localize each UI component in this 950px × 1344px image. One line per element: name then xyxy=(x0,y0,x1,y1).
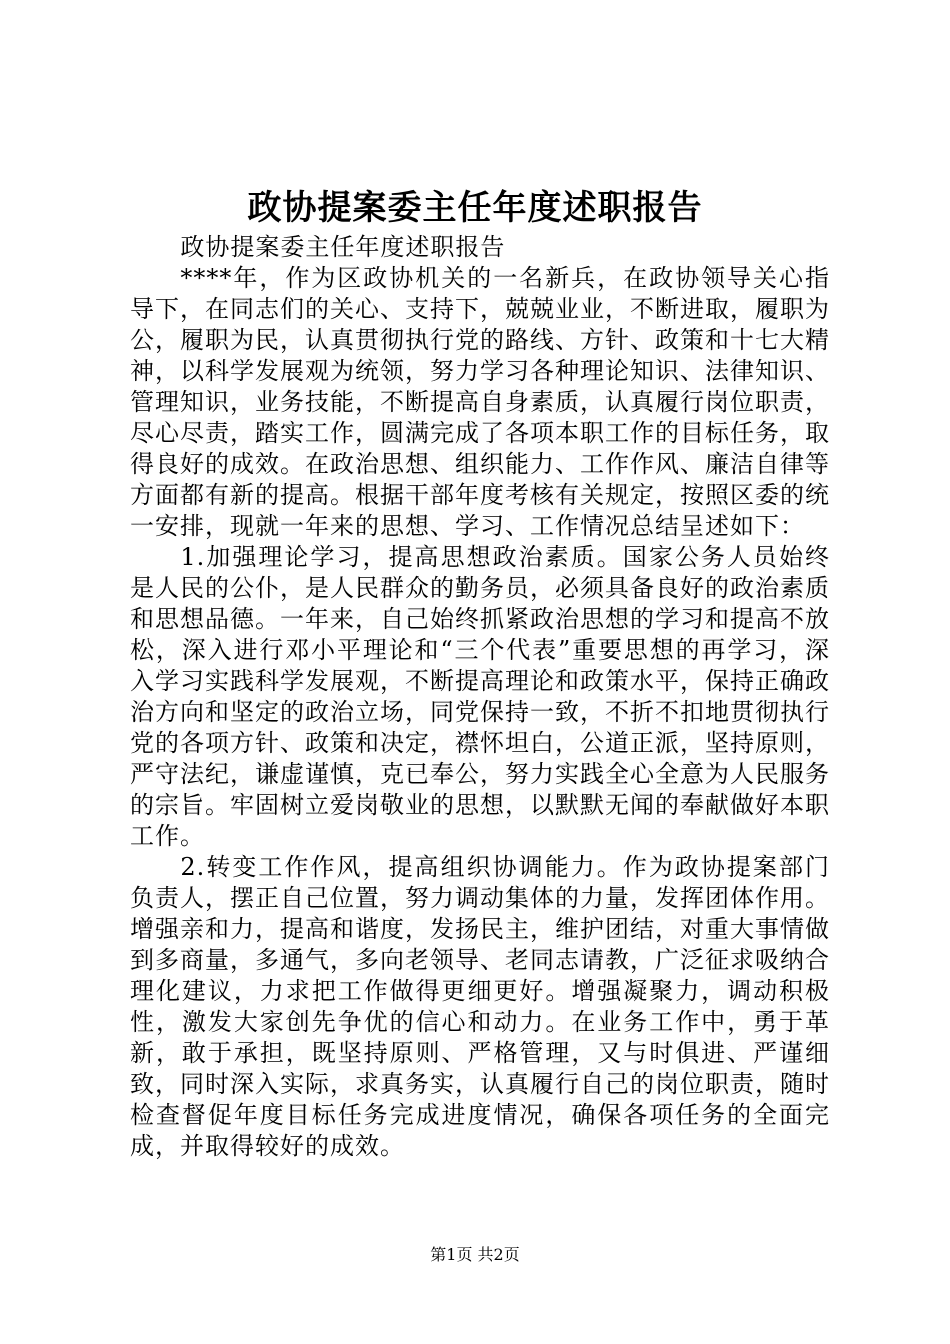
paragraph-intro: ****年，作为区政协机关的一名新兵，在政协领导关心指导下，在同志们的关心、支持下，兢兢业业，不断进取，履职为公，履职为民，认真贯彻执行党的路线、方针、政策和十七大精神，以科学发展观为统领，努力学习各种理论知识、法律知识、管理知识，业务技能，不断提高自身素质，认真履行岗位职责，尽心尽责，踏实工作，圆满完成了各项本职工作的目标任务，取得良好的成效。在政治思想、组织能力、工作作风、廉洁自律等方面都有新的提高。根据干部年度考核有关规定，按照区委的统一安排，现就一年来的思想、学习、工作情况总结呈述如下： xyxy=(130,264,830,540)
page-number-footer: 第1页 共2页 xyxy=(430,1245,520,1264)
paragraph-section-1: 1.加强理论学习，提高思想政治素质。国家公务人员始终是人民的公仆，是人民群众的勤务员，必须具备良好的政治素质和思想品德。一年来，自己始终抓紧政治思想的学习和提高不放松，深入进行邓小平理论和“三个代表”重要思想的再学习，深入学习实践科学发展观，不断提高理论和政策水平，保持正确政治方向和坚定的政治立场，同党保持一致，不折不扣地贯彻执行党的各项方针、政策和决定，襟怀坦白，公道正派，坚持原则，严守法纪，谦虚谨慎，克已奉公，努力实践全心全意为人民服务的宗旨。牢固树立爱岗敬业的思想，以默默无闻的奉献做好本职工作。 xyxy=(130,543,830,850)
document-title: 政协提案委主任年度述职报告 xyxy=(247,188,703,228)
paragraph-section-2: 2.转变工作作风，提高组织协调能力。作为政协提案部门负责人，摆正自己位置，努力调动集体的力量，发挥团体作用。增强亲和力，提高和谐度，发扬民主，维护团结，对重大事情做到多商量，多通气，多向老领导、老同志请教，广泛征求吸纳合理化建议，力求把工作做得更细更好。增强凝聚力，调动积极性，激发大家创先争优的信心和动力。在业务工作中，勇于革新，敢于承担，既坚持原则、严格管理，又与时俱进、严谨细致，同时深入实际，求真务实，认真履行自己的岗位职责，随时检查督促年度目标任务完成进度情况，确保各项任务的全面完成，并取得较好的成效。 xyxy=(130,853,830,1160)
paragraph-heading: 政协提案委主任年度述职报告 xyxy=(180,233,506,261)
document-body xyxy=(130,232,830,1162)
